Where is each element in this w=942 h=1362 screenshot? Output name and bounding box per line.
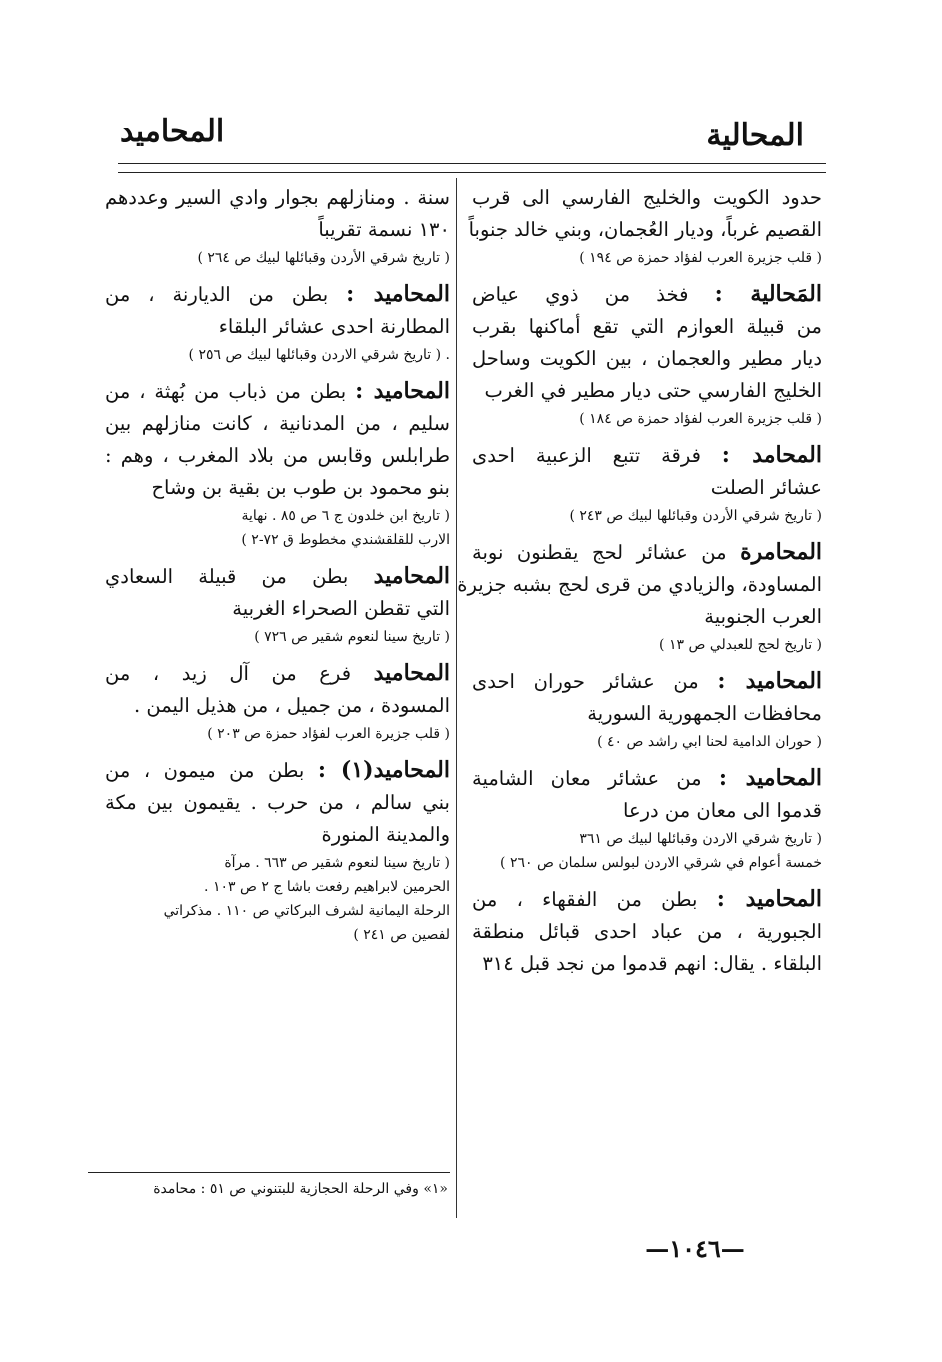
entry-text: المطارنة احدى عشائر البلقاء xyxy=(218,315,450,338)
dictionary-entry xyxy=(105,754,450,947)
entry-line xyxy=(105,787,450,819)
entry-term: المحاميد : xyxy=(355,378,450,404)
page-header xyxy=(0,108,942,163)
entry-line xyxy=(105,408,450,440)
dictionary-entry xyxy=(472,278,822,431)
entry-text: الخليج الفارسي حتى ديار مطير في الغرب xyxy=(484,379,822,402)
footnote: «١» وفي الرحلة الحجازية للبتنوني ص ٥١ : محامدة xyxy=(153,1181,448,1197)
entry-line xyxy=(105,440,450,472)
entry-text: ١٣٠ نسمة تقريباً xyxy=(318,218,450,241)
dictionary-entry xyxy=(105,375,450,552)
dictionary-entry xyxy=(105,560,450,649)
entry-term: المحاميد xyxy=(373,563,451,589)
entry-text: حدود الكويت والخليج الفارسي الى قرب xyxy=(472,186,822,209)
entry-text: سليم ، من المدنانية ، كانت منازلهم بين xyxy=(105,412,450,435)
entry-text: عشائر الصلت xyxy=(710,476,822,499)
entry-text: سنة . ومنازلهم بجوار وادي السير وعددهم xyxy=(105,186,450,209)
entry-term: المحامرة xyxy=(740,539,823,565)
entry-line xyxy=(472,601,822,633)
entry-reference: ( تاريخ لحج للعبدلي ص ١٣ ) xyxy=(659,637,822,653)
entry-reference: . ( تاريخ شرقي الاردن وقبائلها لبيك ص ٢٥٦ ) xyxy=(188,347,450,363)
header-rule-bottom xyxy=(118,172,826,173)
entry-text: والمدينة المنورة xyxy=(321,823,450,846)
dictionary-entry xyxy=(105,182,450,270)
entry-line xyxy=(472,883,822,916)
entry-line xyxy=(472,182,822,214)
entry-line xyxy=(472,439,822,472)
entry-text: فرقة تتبع الزعبية احدى xyxy=(472,444,701,467)
dictionary-entry xyxy=(472,439,822,528)
entry-reference: ( قلب جزيرة العرب لفؤاد حمزة ص ١٨٤ ) xyxy=(579,411,822,427)
entry-reference: الرحلة اليمانية لشرف البركاتي ص ١١٠ . مذكراتي xyxy=(163,903,450,919)
running-head-right: المحالية xyxy=(706,118,804,153)
entry-term: المَحالية : xyxy=(714,281,822,307)
dictionary-entry xyxy=(457,536,823,657)
entry-reference: ( قلب جزيرة العرب لفؤاد حمزة ص ١٩٤ ) xyxy=(579,250,822,266)
entry-reference: ( تاريخ شرقي الأردن وقبائلها لبيك ص ٢٦٤ ) xyxy=(197,250,450,266)
entry-line xyxy=(472,536,822,569)
entry-line xyxy=(472,916,822,948)
entry-text: ديار مطير والعجمان ، بين الكويت وساحل xyxy=(472,347,822,370)
entry-line xyxy=(105,560,450,593)
entry-line xyxy=(105,690,450,722)
entry-line xyxy=(105,214,450,246)
entry-line xyxy=(457,569,822,601)
column-divider xyxy=(456,178,457,1218)
entry-reference: الحرمين لابراهيم رفعت باشا ج ٢ ص ١٠٣ . xyxy=(204,879,450,895)
entry-text: بطن من الفقهاء ، من xyxy=(472,888,698,911)
entry-term: المحاميد(١) : xyxy=(317,757,450,783)
entry-line xyxy=(472,665,822,698)
entry-text: محافظات الجمهورية السورية xyxy=(587,702,822,725)
entry-text: بنو محمود بن طوب بن بقية بن وشاح xyxy=(151,476,450,499)
entry-text: بطن من قبيلة السعادي xyxy=(105,565,349,588)
entry-line xyxy=(105,375,450,408)
entry-text: التي تقطن الصحراء الغربية xyxy=(232,597,450,620)
entry-line xyxy=(105,472,450,504)
entry-term: المحاميد xyxy=(373,660,451,686)
entry-line xyxy=(105,657,450,690)
entry-line xyxy=(472,948,822,980)
dictionary-entry xyxy=(472,883,822,980)
entry-line xyxy=(105,311,450,343)
entry-line xyxy=(468,214,822,246)
entry-line xyxy=(105,278,450,311)
entry-text: قدموا الى معان من درعا xyxy=(623,799,822,822)
entry-text: المساودة، والزيادي من قرى لحج بشبه جزيرة xyxy=(457,573,822,596)
entry-line xyxy=(105,819,450,851)
entry-text: القصيم غرباً، وديار العُجمان، وبني خالد جنوباً xyxy=(468,218,822,241)
entry-line xyxy=(472,311,822,343)
entry-line xyxy=(472,472,822,504)
footnote-rule xyxy=(88,1172,450,1173)
entry-line xyxy=(105,754,450,787)
entry-text: العرب الجنوبية xyxy=(704,605,822,628)
entry-reference: ( تاريخ سينا لنعوم شقير ص ٦٦٣ . مرآة xyxy=(224,855,450,871)
entry-line xyxy=(472,343,822,375)
entry-text: طرابلس وقابس من بلاد المغرب ، وهم : xyxy=(105,444,450,467)
entry-text: الجبورية ، من عباد احدى قبائل منطقة xyxy=(472,920,822,943)
dictionary-entry xyxy=(105,278,450,367)
entry-term: المحاميد : xyxy=(718,765,823,791)
entry-term: المحامد : xyxy=(721,442,822,468)
entry-line xyxy=(472,795,822,827)
entry-text: بطن من الديارنة ، من xyxy=(105,283,329,306)
entry-reference: ( تاريخ شرقي الأردن وقبائلها لبيك ص ٢٤٣ ) xyxy=(569,508,822,524)
entry-text: من قبيلة العوازم التي تقع أماكنها بقرب xyxy=(472,315,822,338)
page-number: —١٠٤٦— xyxy=(645,1234,745,1263)
entry-text: من عشائر لحج يقطنون نوبة xyxy=(472,541,727,564)
entry-reference: لفصين ص ٢٤١ ) xyxy=(353,927,450,943)
entry-reference: ( تاريخ ابن خلدون ج ٦ ص ٨٥ . نهاية xyxy=(241,508,450,524)
entry-reference: خمسة أعوام في شرقي الاردن لبولس سلمان ص ٢٦٠ ) xyxy=(500,855,822,871)
entry-text: من عشائر معان الشامية xyxy=(472,767,702,790)
dictionary-entry xyxy=(468,182,822,270)
entry-line xyxy=(472,762,822,795)
running-head-left: المحاميد xyxy=(120,114,225,149)
entry-line xyxy=(472,278,822,311)
entry-text: المسودة ، من جميل ، من هذيل اليمن . xyxy=(133,694,450,717)
entry-reference: ( حوران الدامية لحنا ابي راشد ص ٤٠ ) xyxy=(597,734,822,750)
entry-line xyxy=(472,698,822,730)
entry-term: المحاميد : xyxy=(346,281,450,307)
entry-reference: ( تاريخ شرقي الاردن وقبائلها لبيك ص ٣٦١ xyxy=(579,831,822,847)
dictionary-entry xyxy=(105,657,450,746)
entry-reference: ( تاريخ سينا لنعوم شقير ص ٧٢٦ ) xyxy=(254,629,450,645)
entry-line xyxy=(105,593,450,625)
entry-text: من عشائر حوران احدى xyxy=(472,670,699,693)
entry-line xyxy=(472,375,822,407)
entry-line xyxy=(105,182,450,214)
entry-reference: ( قلب جزيرة العرب لفؤاد حمزة ص ٢٠٣ ) xyxy=(207,726,450,742)
dictionary-entry xyxy=(472,762,822,875)
entry-text: بطن من ميمون ، من xyxy=(105,759,305,782)
header-rule-top xyxy=(118,163,826,164)
left-column xyxy=(105,182,450,947)
entry-text: بني سالم ، من حرب . يقيمون بين مكة xyxy=(105,791,450,814)
entry-term: المحاميد : xyxy=(717,668,823,694)
entry-reference: الارب للقلقشندي مخطوط ق ٧٢-٢ ) xyxy=(241,532,450,548)
right-column xyxy=(457,182,823,980)
entry-text: البلقاء . يقال: انهم قدموا من نجد قبل ٣١٤ xyxy=(482,952,822,975)
entry-text: فخذ من ذوي عياض xyxy=(472,283,689,306)
dictionary-entry xyxy=(472,665,822,754)
entry-text: بطن من ذباب من بُهثة ، من xyxy=(105,380,347,403)
entry-text: فرع من آل زيد ، من xyxy=(105,662,352,685)
entry-term: المحاميد : xyxy=(716,886,822,912)
